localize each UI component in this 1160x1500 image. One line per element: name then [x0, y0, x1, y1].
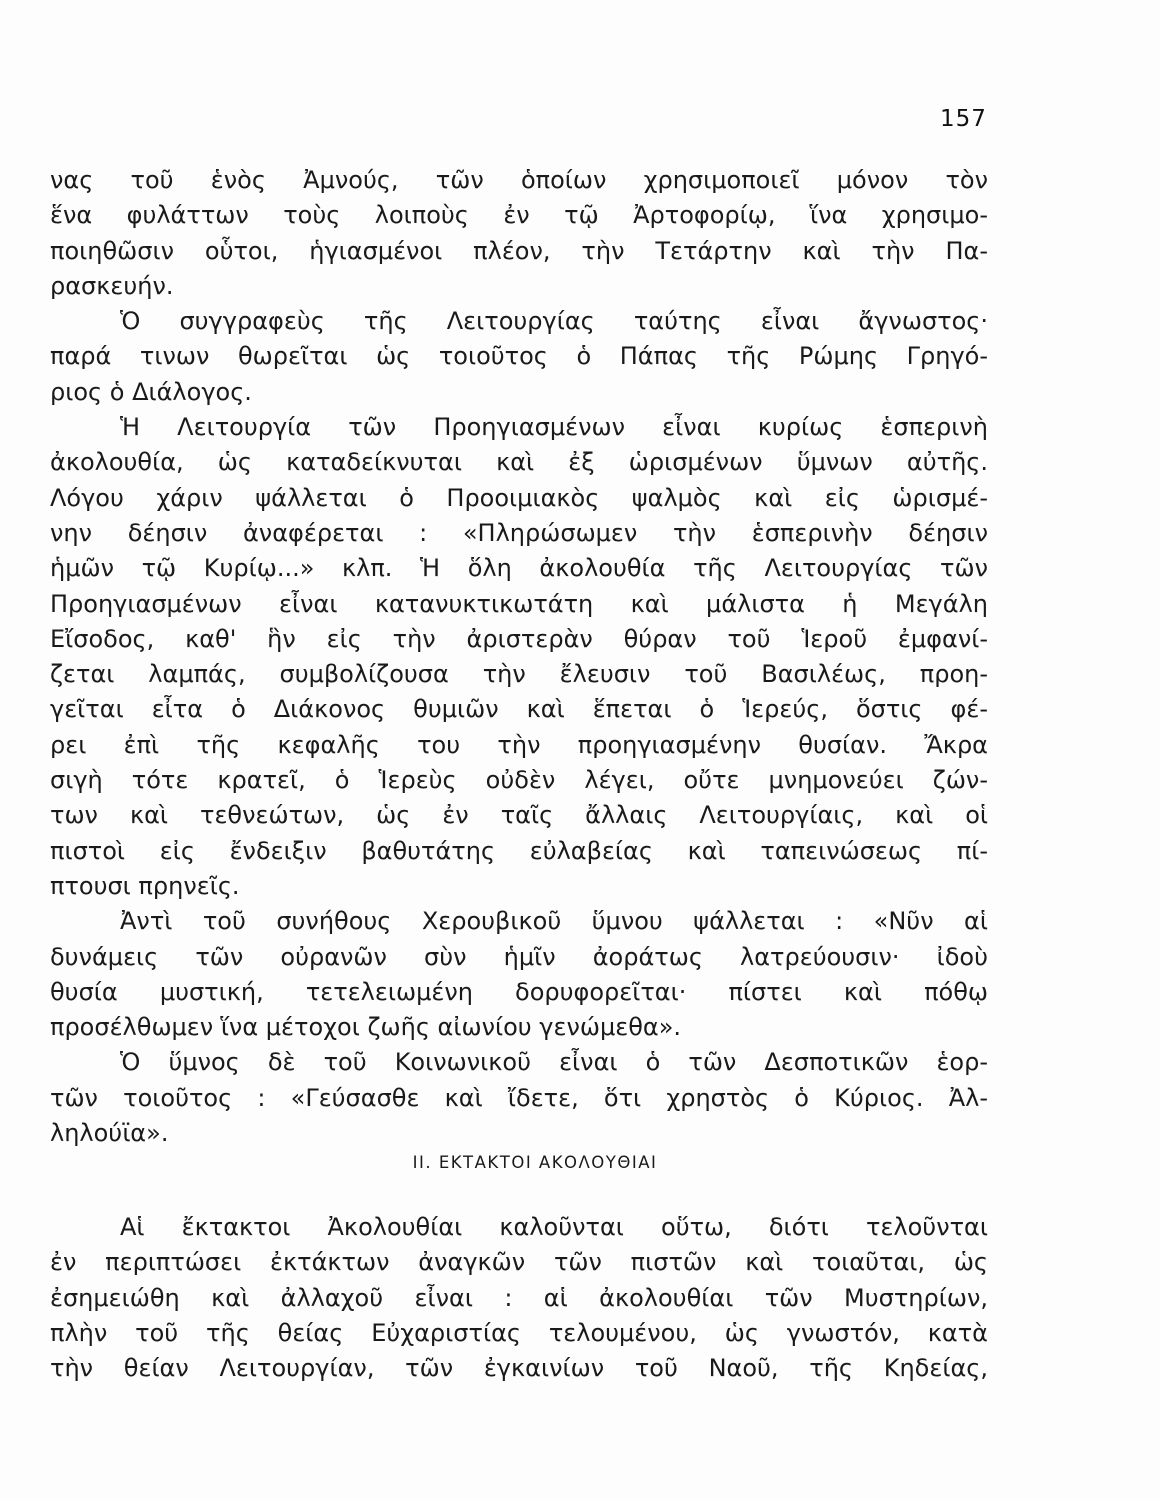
- text-line: ἕνα φυλάττων τοὺς λοιποὺς ἐν τῷ Ἀρτοφορίῳ, ἵνα χρησιμο-: [50, 201, 988, 230]
- text-line: Λόγου χάριν ψάλλεται ὁ Προοιμιακὸς ψαλμὸς καὶ εἰς ὡρισμέ-: [50, 483, 988, 512]
- text-line: των καὶ τεθνεώτων, ὡς ἐν ταῖς ἄλλαις Λειτουργίαις, καὶ οἱ: [50, 801, 988, 830]
- text-line: ριος ὁ Διάλογος.: [50, 377, 252, 406]
- text-line: γεῖται εἶτα ὁ Διάκονος θυμιῶν καὶ ἕπεται ὁ Ἱερεύς, ὅστις φέ-: [50, 695, 988, 724]
- text-line: ποιηθῶσιν οὗτοι, ἡγιασμένοι πλέον, τὴν Τετάρτην καὶ τὴν Πα-: [50, 236, 988, 265]
- paragraph-start-line: Ὁ συγγραφεὺς τῆς Λειτουργίας ταύτης εἶναι ἄγνωστος·: [120, 307, 988, 336]
- text-line: Προηγιασμένων εἶναι κατανυκτικωτάτη καὶ μάλιστα ἡ Μεγάλη: [50, 589, 988, 618]
- text-line: νην δέησιν ἀναφέρεται : «Πληρώσωμεν τὴν ἑσπερινὴν δέησιν: [50, 518, 988, 547]
- section-1-text: [50, 163, 988, 1151]
- text-line: πτουσι πρηνεῖς.: [50, 871, 240, 900]
- text-line: παρά τινων θωρεῖται ὡς τοιοῦτος ὁ Πάπας τῆς Ρώμης Γρηγό-: [50, 342, 988, 371]
- text-line: προσέλθωμεν ἵνα μέτοχοι ζωῆς αἰωνίου γενώμεθα».: [50, 1013, 682, 1042]
- text-line: ληλούϊα».: [50, 1119, 169, 1148]
- text-line: ρει ἐπὶ τῆς κεφαλῆς του τὴν προηγιασμένην θυσίαν. Ἄκρα: [50, 730, 988, 759]
- text-line: ζεται λαμπάς, συμβολίζουσα τὴν ἔλευσιν τοῦ Βασιλέως, προη-: [50, 660, 988, 689]
- paragraph-start-line: Ἀντὶ τοῦ συνήθους Χερουβικοῦ ὕμνου ψάλλεται : «Νῦν αἱ: [120, 907, 988, 936]
- text-line: ἐσημειώθη καὶ ἀλλαχοῦ εἶναι : αἱ ἀκολουθίαι τῶν Μυστηρίων,: [50, 1283, 988, 1312]
- text-line: σιγὴ τότε κρατεῖ, ὁ Ἱερεὺς οὐδὲν λέγει, οὔτε μνημονεύει ζών-: [50, 766, 988, 795]
- text-line: πιστοὶ εἰς ἔνδειξιν βαθυτάτης εὐλαβείας καὶ ταπεινώσεως πί-: [50, 836, 988, 865]
- page-number: 157: [940, 106, 987, 132]
- text-line: τὴν θείαν Λειτουργίαν, τῶν ἐγκαινίων τοῦ Ναοῦ, τῆς Κηδείας,: [50, 1354, 988, 1383]
- text-line: ρασκευήν.: [50, 271, 174, 300]
- section-2-text: [50, 1210, 988, 1386]
- paragraph-start-line: Ἡ Λειτουργία τῶν Προηγιασμένων εἶναι κυρίως ἑσπερινὴ: [120, 413, 988, 442]
- text-line: Εἴσοδος, καθ' ἣν εἰς τὴν ἀριστερὰν θύραν τοῦ Ἱεροῦ ἐμφανί-: [50, 624, 988, 653]
- paragraph-start-line: Αἱ ἔκτακτοι Ἀκολουθίαι καλοῦνται οὕτω, διότι τελοῦνται: [120, 1213, 988, 1241]
- text-line: ἐν περιπτώσει ἐκτάκτων ἀναγκῶν τῶν πιστῶν καὶ τοιαῦται, ὡς: [50, 1248, 988, 1277]
- text-line: ἀκολουθία, ὡς καταδείκνυται καὶ ἐξ ὡρισμένων ὕμνων αὐτῆς.: [50, 448, 988, 477]
- text-line: θυσία μυστική, τετελειωμένη δορυφορεῖται· πίστει καὶ πόθῳ: [50, 977, 988, 1006]
- text-line: τῶν τοιοῦτος : «Γεύσασθε καὶ ἴδετε, ὅτι χρηστὸς ὁ Κύριος. Ἀλ-: [50, 1083, 988, 1112]
- text-line: δυνάμεις τῶν οὐρανῶν σὺν ἡμῖν ἀοράτως λατρεύουσιν· ἰδοὺ: [50, 942, 988, 971]
- section-heading: ΙΙ. ΕΚΤΑΚΤΟΙ ΑΚΟΛΟΥΘΙΑΙ: [412, 1153, 658, 1172]
- text-line: πλὴν τοῦ τῆς θείας Εὐχαριστίας τελουμένου, ὡς γνωστόν, κατὰ: [50, 1318, 988, 1347]
- text-line: ἡμῶν τῷ Κυρίῳ...» κλπ. Ἡ ὅλη ἀκολουθία τῆς Λειτουργίας τῶν: [50, 554, 988, 583]
- text-line: νας τοῦ ἑνὸς Ἀμνούς, τῶν ὁποίων χρησιμοποιεῖ μόνον τὸν: [50, 166, 988, 194]
- paragraph-start-line: Ὁ ὕμνος δὲ τοῦ Κοινωνικοῦ εἶναι ὁ τῶν Δεσποτικῶν ἑορ-: [120, 1048, 988, 1077]
